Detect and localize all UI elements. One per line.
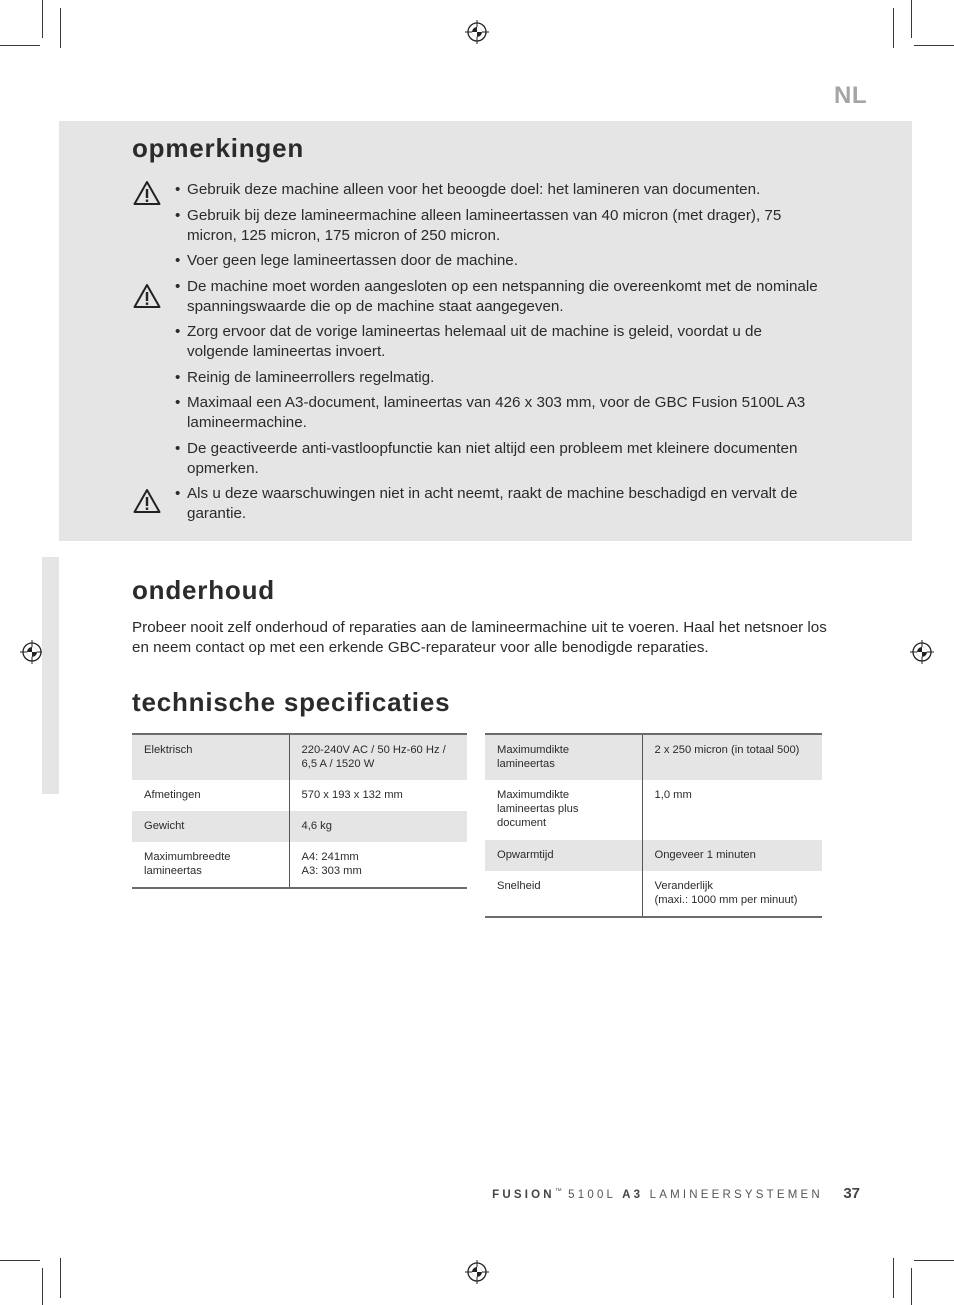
spec-label: Maximumbreedte lamineertas [132,842,289,888]
list-item: • Zorg ervoor dat de vorige lamineertas helemaal uit de machine is geleid, voordat u de volgende lamineertas invoert. [175,323,762,360]
list-item: • De geactiveerde anti-vastloopfunctie kan niet altijd een probleem met kleinere documenten opmerken. [175,439,798,477]
crop-mark [42,0,43,38]
spec-value: 1,0 mm [654,789,692,801]
footer-size: A3 [622,1189,644,1201]
list-item: • Gebruik deze machine alleen voor het beoogde doel: het lamineren van documenten. [175,181,761,198]
crop-mark [60,8,61,48]
table-row [485,780,822,840]
spec-value: 2 x 250 micron (in totaal 500) [642,734,822,780]
spec-label: Gewicht [132,811,289,842]
crop-mark [60,1258,61,1298]
crop-mark [893,8,894,48]
table-row [485,871,822,917]
spec-value: 570 x 193 x 132 mm [301,789,403,801]
crop-mark [914,45,954,46]
language-tab: NL [834,82,867,109]
table-row [485,840,822,871]
list-item: • De machine moet worden aangesloten op een netspanning die overeenkomt met de nominale spanningswaarde die op de machine staat aangegeven. [175,277,818,315]
registration-mark-icon [465,20,489,44]
side-tab-bar [42,557,59,794]
registration-mark-icon [910,640,934,664]
warning-icon [133,283,161,309]
crop-mark [0,45,40,46]
spec-label: Maximumdikte lamineertas plus document [485,780,642,840]
spec-label: Afmetingen [132,780,289,811]
warning-icon [133,488,161,514]
spec-value: Ongeveer 1 minuten [642,840,822,871]
footer-brand: FUSION [492,1189,555,1201]
page-number: 37 [843,1185,860,1202]
table-row [132,842,467,888]
footer-model: 5100L [568,1189,616,1201]
warning-icon [133,180,161,206]
registration-mark-icon [465,1260,489,1284]
table-row [132,734,467,780]
spec-value: Veranderlijk (maxi.: 1000 mm per minuut) [654,880,798,906]
specs-title: technische specificaties [132,687,451,717]
footer-trademark: ™ [554,1188,562,1196]
crop-mark [42,1268,43,1305]
specs-table-right [485,733,822,918]
table-row [132,811,467,842]
list-item: • Voer geen lege lamineertassen door de machine. [175,252,518,269]
maintenance-text: Probeer nooit zelf onderhoud of reparaties aan de lamineermachine uit te voeren. Haal het netsnoer los en neem contact op met een erkende GBC-reparateur voor alle benodigde reparaties. [132,619,827,656]
footer-product: LAMINEERSYSTEMEN [649,1189,823,1201]
spec-value: 4,6 kg [289,811,467,842]
page-footer [492,1185,860,1202]
crop-mark [893,1258,894,1298]
table-row [132,780,467,811]
specs-table-left [132,733,467,889]
notes-list [175,180,825,530]
spec-label: Snelheid [485,871,642,917]
list-item: • Als u deze waarschuwingen niet in acht neemt, raakt de machine beschadigd en vervalt de garantie. [175,485,798,522]
table-row [485,734,822,780]
list-item: • Gebruik bij deze lamineermachine alleen lamineertassen van 40 micron (met drager), 75 micron, 125 micron, 175 micron of 250 micron. [175,206,782,244]
list-item: • Maximaal een A3-document, lamineertas van 426 x 303 mm, voor de GBC Fusion 5100L A3 lamineermachine. [175,394,806,431]
spec-label: Elektrisch [132,734,289,780]
spec-label: Maximumdikte lamineertas [485,734,642,780]
crop-mark [911,1268,912,1305]
maintenance-title: onderhoud [132,575,275,605]
registration-mark-icon [20,640,44,664]
list-item: • Reinig de lamineerrollers regelmatig. [175,368,435,386]
notes-title: opmerkingen [132,133,305,163]
spec-value: 220-240V AC / 50 Hz-60 Hz / 6,5 A / 1520 W [289,734,467,780]
crop-mark [911,0,912,38]
crop-mark [0,1260,40,1261]
crop-mark [914,1260,954,1261]
spec-label: Opwarmtijd [485,840,642,871]
spec-value: A4: 241mm A3: 303 mm [301,851,362,877]
